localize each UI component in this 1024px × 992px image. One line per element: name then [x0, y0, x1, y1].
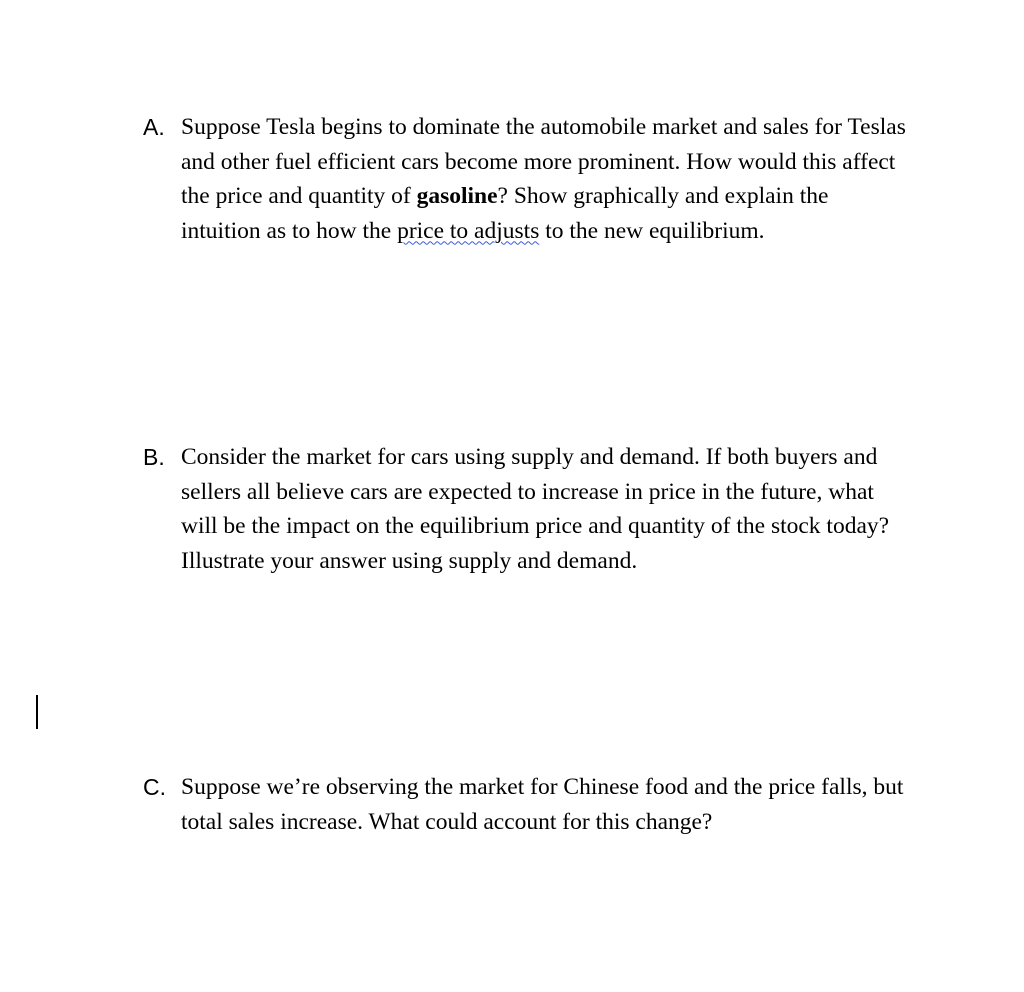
- question-a-line-3-end: ? Show graphically and explain the: [497, 183, 829, 209]
- question-a-line-4: [181, 214, 1003, 249]
- question-c-text: [181, 770, 1003, 839]
- text-cursor: [36, 695, 38, 729]
- gasoline-bold-term: gasoline: [416, 183, 498, 209]
- question-b-text: [181, 440, 1003, 578]
- question-a-line-3-start: the price and quantity of: [181, 183, 417, 209]
- question-b-line-3: will be the impact on the equilibrium price and quantity of the stock today?: [181, 513, 890, 539]
- grammar-flagged-phrase[interactable]: price to adjusts: [397, 217, 540, 244]
- question-b-line-2: sellers all believe cars are expected to increase in price in the future, what: [181, 478, 874, 505]
- question-b-line-4: Illustrate your answer using supply and demand.: [181, 547, 638, 574]
- question-a-line-4-start: intuition as to how the: [181, 217, 398, 244]
- question-b-marker: B.: [143, 444, 165, 470]
- question-a-line-3: [181, 179, 1003, 214]
- question-c: [143, 770, 1003, 839]
- question-a: [143, 110, 1003, 248]
- question-b: [143, 440, 1003, 578]
- question-a-text: [181, 110, 1003, 248]
- question-a-line-1: Suppose Tesla begins to dominate the automobile market and sales for Teslas: [181, 114, 906, 140]
- question-a-marker: A.: [143, 114, 165, 140]
- question-a-line-4-end: to the new equilibrium.: [539, 217, 765, 244]
- question-c-line-2: total sales increase. What could account for this change?: [181, 808, 713, 835]
- question-b-line-1: Consider the market for cars using supply and demand. If both buyers and: [181, 444, 878, 470]
- question-c-marker: C.: [143, 774, 166, 800]
- question-a-line-2: and other fuel efficient cars become more prominent. How would this affect: [181, 148, 896, 175]
- question-c-line-1: Suppose we’re observing the market for Chinese food and the price falls, but: [181, 774, 904, 800]
